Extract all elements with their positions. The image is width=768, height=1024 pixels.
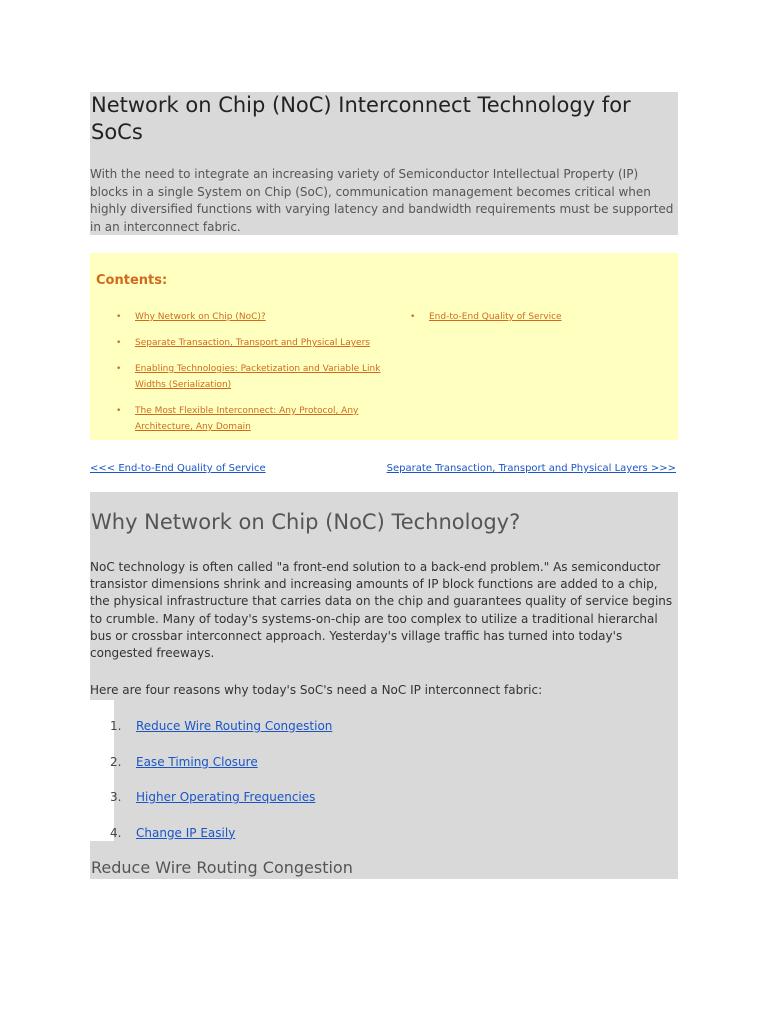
section-paragraph: NoC technology is often called "a front-end solution to a back-end problem." As semiconductor transistor dimensions shrink and increasing amounts of IP block functions are added to a chip, the physical infrastructure that carries data on the chip and guarantees quality of service begins to crumble. Many of today's systems-on-chip are too complex to utilize a traditional hierarchal bus or crossbar interconnect approach. Yesterday's village traffic has turned into today's congested freeways.	[90, 560, 673, 661]
bullet-icon: •	[116, 338, 122, 348]
reason-link-operating-frequencies[interactable]: Higher Operating Frequencies	[136, 790, 316, 804]
toc-item	[407, 309, 657, 325]
section-title: Why Network on Chip (NoC) Technology?	[91, 510, 521, 534]
table-of-contents	[90, 253, 678, 440]
toc-link-quality-of-service[interactable]: End-to-End Quality of Service	[429, 312, 562, 322]
page-title: Network on Chip (NoC) Interconnect Technology for SoCs	[91, 93, 631, 144]
bullet-icon: •	[410, 312, 416, 322]
list-number: 1.	[110, 719, 122, 733]
toc-link-why-noc[interactable]: Why Network on Chip (NoC)?	[135, 312, 266, 322]
reason-link-wire-routing[interactable]: Reduce Wire Routing Congestion	[136, 719, 333, 733]
toc-link-flexible-interconnect[interactable]: The Most Flexible Interconnect: Any Protocol, Any Architecture, Any Domain	[135, 406, 359, 432]
list-number: 3.	[110, 790, 122, 804]
list-number: 2.	[110, 754, 122, 769]
toc-item	[113, 403, 383, 435]
toc-item	[113, 361, 383, 393]
toc-link-enabling-technologies[interactable]: Enabling Technologies: Packetization and Variable Link Widths (Serialization)	[135, 364, 381, 390]
toc-right-column	[407, 309, 657, 335]
bullet-icon: •	[116, 406, 122, 416]
subsection-title: Reduce Wire Routing Congestion	[91, 858, 353, 877]
toc-link-separate-layers[interactable]: Separate Transaction, Transport and Physical Layers	[135, 338, 370, 348]
toc-item	[113, 309, 383, 325]
intro-paragraph: With the need to integrate an increasing variety of Semiconductor Intellectual Property (IP) blocks in a single System on Chip (SoC), communication management becomes critical when highly diversified functions with varying latency and bandwidth requirements must be supported in an interconnect fabric.	[90, 167, 674, 234]
reason-link-timing-closure[interactable]: Ease Timing Closure	[136, 754, 258, 769]
toc-item	[113, 335, 383, 351]
list-number: 4.	[110, 825, 122, 840]
reasons-intro: Here are four reasons why today's SoC's need a NoC IP interconnect fabric:	[90, 683, 543, 697]
bullet-icon: •	[116, 364, 122, 374]
reason-link-change-ip[interactable]: Change IP Easily	[136, 825, 236, 840]
previous-page-link[interactable]: <<< End-to-End Quality of Service	[90, 463, 266, 474]
next-page-link[interactable]: Separate Transaction, Transport and Physical Layers >>>	[386, 463, 676, 474]
bullet-icon: •	[116, 312, 122, 322]
toc-left-column	[113, 309, 383, 445]
contents-heading: Contents:	[96, 273, 168, 288]
